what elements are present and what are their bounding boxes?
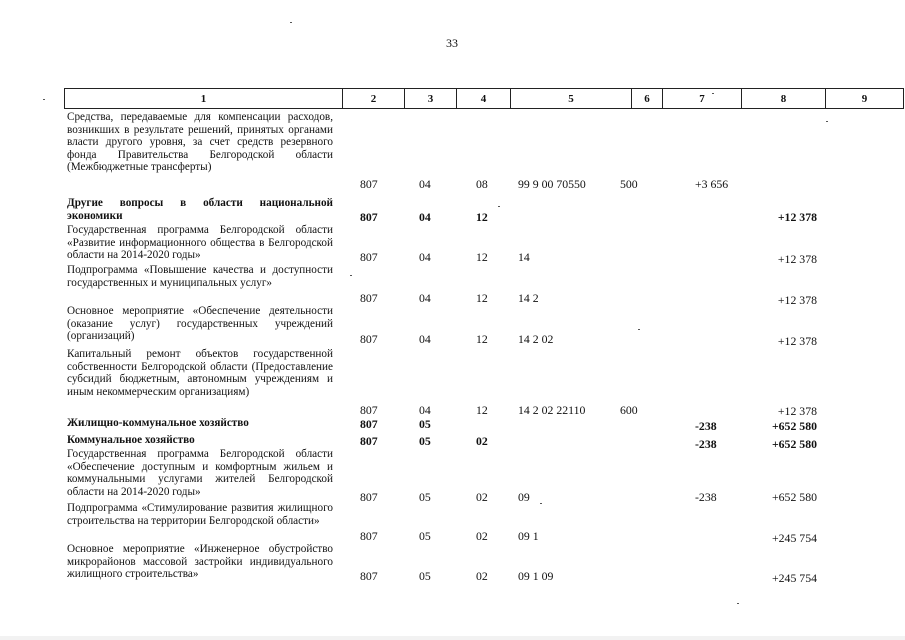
scan-speck bbox=[290, 22, 292, 23]
cell-col-2: 807 bbox=[360, 177, 378, 191]
scan-speck bbox=[712, 93, 714, 94]
cell-col-8: +12 378 bbox=[777, 293, 817, 307]
scan-speck bbox=[350, 275, 352, 276]
cell-col-7: -238 bbox=[695, 490, 717, 504]
cell-col-6: 600 bbox=[620, 403, 638, 417]
cell-col-5: 99 9 00 70550 bbox=[518, 177, 586, 191]
cell-col-3: 05 bbox=[419, 529, 431, 543]
header-col-4: 4 bbox=[456, 89, 510, 108]
cell-col-4: 02 bbox=[476, 569, 488, 583]
cell-col-8: +12 378 bbox=[777, 252, 817, 266]
row-description: Основное мероприятие «Инженерное обустройство микрорайонов массовой застройки индивидуального жилищного строительства» bbox=[67, 543, 333, 581]
scan-speck bbox=[737, 603, 739, 604]
cell-col-2: 807 bbox=[360, 490, 378, 504]
row-description: Другие вопросы в области национальной экономики bbox=[67, 197, 333, 222]
scan-speck bbox=[540, 503, 542, 504]
cell-col-8: +245 754 bbox=[772, 531, 817, 545]
header-col-8: 8 bbox=[741, 89, 825, 108]
header-col-5: 5 bbox=[510, 89, 631, 108]
header-col-9: 9 bbox=[825, 89, 903, 108]
cell-col-6: 500 bbox=[620, 177, 638, 191]
header-col-2: 2 bbox=[342, 89, 404, 108]
cell-col-5: 09 1 09 bbox=[518, 569, 554, 583]
row-description: Средства, передаваемые для компенсации расходов, возникших в результате решений, принятых органами власти другого уровня, за счет средств резервного фонда Правительства Белгородской области (Межбюджетные трансферты) bbox=[67, 111, 333, 174]
header-col-1: 1 bbox=[200, 93, 207, 105]
scan-edge bbox=[0, 636, 905, 640]
cell-col-8: +12 378 bbox=[777, 334, 817, 348]
cell-col-2: 807 bbox=[360, 569, 378, 583]
row-description: Капитальный ремонт объектов государственной собственности Белгородской области (Предоставление субсидий бюджетным, автономным учреждениям и иным некоммерческим организациям) bbox=[67, 348, 333, 398]
cell-col-7: +3 656 bbox=[695, 177, 729, 191]
cell-col-4: 12 bbox=[476, 403, 488, 417]
cell-col-5: 09 1 bbox=[518, 529, 539, 543]
scan-speck bbox=[638, 329, 640, 330]
header-col-7: 7 bbox=[662, 89, 741, 108]
cell-col-2: 807 bbox=[360, 403, 378, 417]
cell-col-2: 807 bbox=[360, 210, 378, 224]
cell-col-5: 14 2 bbox=[518, 291, 539, 305]
cell-col-4: 02 bbox=[476, 529, 488, 543]
scan-speck bbox=[826, 121, 828, 122]
cell-col-5: 14 bbox=[518, 250, 530, 264]
cell-col-3: 05 bbox=[419, 490, 431, 504]
cell-col-2: 807 bbox=[360, 417, 378, 431]
cell-col-4: 02 bbox=[476, 490, 488, 504]
cell-col-8: +12 378 bbox=[777, 404, 817, 418]
cell-col-7: -238 bbox=[695, 437, 717, 451]
row-description: Подпрограмма «Стимулирование развития жилищного строительства на территории Белгородской области» bbox=[67, 502, 333, 527]
cell-col-3: 04 bbox=[419, 210, 431, 224]
cell-col-3: 04 bbox=[419, 250, 431, 264]
cell-col-4: 12 bbox=[476, 250, 488, 264]
header-col-6: 6 bbox=[631, 89, 662, 108]
cell-col-2: 807 bbox=[360, 332, 378, 346]
cell-col-2: 807 bbox=[360, 250, 378, 264]
row-description: Жилищно-коммунальное хозяйство bbox=[67, 417, 249, 429]
cell-col-8: +652 580 bbox=[772, 490, 817, 504]
page-number: 33 bbox=[446, 36, 458, 50]
scan-speck bbox=[43, 99, 45, 100]
cell-col-4: 08 bbox=[476, 177, 488, 191]
cell-col-3: 05 bbox=[419, 417, 431, 431]
cell-col-7: -238 bbox=[695, 419, 717, 433]
cell-col-3: 04 bbox=[419, 177, 431, 191]
cell-col-8: +12 378 bbox=[777, 210, 817, 224]
row-description: Основное мероприятие «Обеспечение деятельности (оказание услуг) государственных учреждений (организаций) bbox=[67, 305, 333, 343]
cell-col-3: 04 bbox=[419, 332, 431, 346]
cell-col-5: 14 2 02 22110 bbox=[518, 403, 586, 417]
cell-col-3: 05 bbox=[419, 569, 431, 583]
cell-col-4: 12 bbox=[476, 291, 488, 305]
cell-col-8: +245 754 bbox=[772, 571, 817, 585]
cell-col-8: +652 580 bbox=[771, 419, 817, 433]
cell-col-8: +652 580 bbox=[771, 437, 817, 451]
cell-col-2: 807 bbox=[360, 434, 378, 448]
cell-col-2: 807 bbox=[360, 291, 378, 305]
header-col-3: 3 bbox=[404, 89, 456, 108]
cell-col-3: 05 bbox=[419, 434, 431, 448]
row-description: Государственная программа Белгородской области «Развитие информационного общества в Белгородской области на 2014-2020 годы» bbox=[67, 224, 333, 262]
row-description: Коммунальное хозяйство bbox=[67, 434, 195, 446]
cell-col-4: 12 bbox=[476, 210, 488, 224]
scan-speck bbox=[498, 206, 500, 207]
cell-col-4: 02 bbox=[476, 434, 488, 448]
cell-col-5: 09 bbox=[518, 490, 530, 504]
row-description: Подпрограмма «Повышение качества и доступности государственных и муниципальных услуг» bbox=[67, 264, 333, 289]
cell-col-3: 04 bbox=[419, 403, 431, 417]
cell-col-2: 807 bbox=[360, 529, 378, 543]
cell-col-5: 14 2 02 bbox=[518, 332, 554, 346]
cell-col-4: 12 bbox=[476, 332, 488, 346]
cell-col-3: 04 bbox=[419, 291, 431, 305]
row-description: Государственная программа Белгородской области «Обеспечение доступным и комфортным жильем и коммунальными услугами жителей Белгородской области на 2014-2020 годы» bbox=[67, 448, 333, 498]
